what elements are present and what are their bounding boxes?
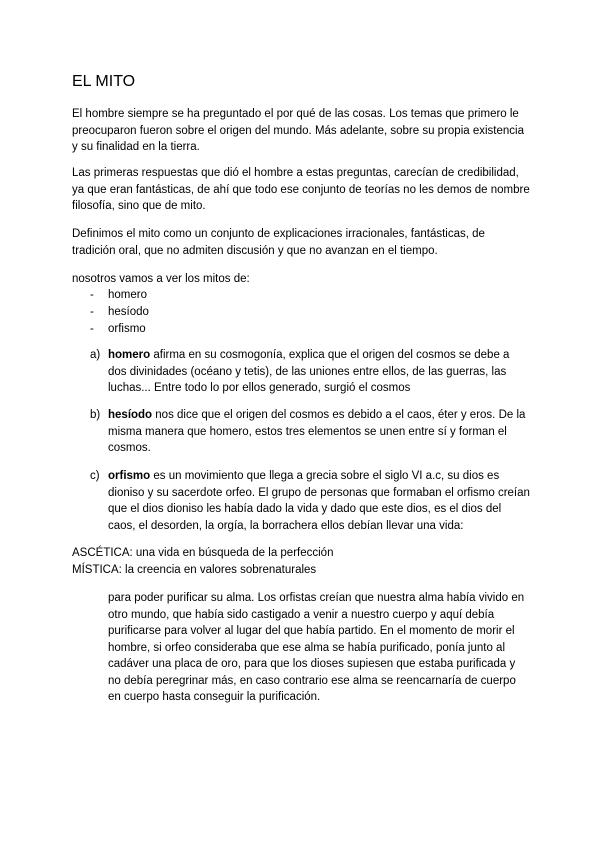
list-item-label: hesíodo [108, 306, 149, 318]
ordered-item-marker: c) [90, 470, 100, 482]
list-item: - homero [90, 289, 147, 301]
definitions-block [72, 545, 333, 578]
list-item-label: homero [108, 289, 147, 301]
paragraph-purification: para poder purificar su alma. Los orfistas creían que nuestra alma había vivido en otro mundo, que había sido castigado a venir a nuestro cuerpo y aquí debía purificarse para volver al lugar del que había partido. En el momento de morir el hombre, si orfeo consideraba que ese alma se había purificado, ponía junto al cadáver una placa de oro, para que los dioses supiesen que estaba purificada y no debía peregrinar más, en caso contrario ese alma se reencarnaría de cuerpo en cuerpo hasta conseguir la purificación. [108, 592, 525, 703]
ordered-item-term: orfismo [108, 470, 151, 482]
ordered-item-text: afirma en su cosmogonía, explica que el origen del cosmos se debe a dos divinidades (océano y tetis), de las uniones entre ellos, de las guerras, las luchas... Entre todo lo por ellos generado, surgió el cosmos [108, 349, 510, 394]
page-title: EL MITO [72, 73, 136, 90]
ordered-item-marker: a) [90, 349, 101, 361]
myths-dash-list [90, 287, 149, 338]
list-item: - hesíodo [90, 306, 149, 318]
ordered-item-text: es un movimiento que llega a grecia sobre el siglo VI a.c, su dios es dioniso y su sacerdote orfeo. El grupo de personas que formaban el orfismo creían que el dios dioniso les había dado la vida y dado que este dios, es el dios del caos, el desorden, la orgía, la borrachera ellos debían llevar una vida: [108, 470, 530, 532]
paragraph-definition: Definimos el mito como un conjunto de explicaciones irracionales, fantásticas, de tradición oral, que no admiten discusión y que no avanzan en el tiempo. [72, 228, 485, 257]
ordered-item-hesiodo [90, 407, 530, 457]
ordered-item-homero [90, 347, 530, 397]
ordered-item-text: nos dice que el origen del cosmos es debido a el caos, éter y eros. De la misma manera que homero, estos tres elementos se unen entre sí y forman el cosmos. [108, 409, 526, 454]
ordered-item-term: hesíodo [108, 409, 153, 421]
list-item-label: orfismo [108, 323, 146, 335]
ordered-item-term: homero [108, 349, 151, 361]
paragraph-intro: El hombre siempre se ha preguntado el por qué de las cosas. Los temas que primero le preocuparon fueron sobre el origen del mundo. Más adelante, sobre su propia existencia y su finalidad en la tierra. [72, 108, 524, 153]
ordered-item-marker: b) [90, 409, 101, 421]
ordered-item-orfismo [90, 468, 530, 534]
paragraph-first-answers: Las primeras respuestas que dió el hombre a estas preguntas, carecían de credibilidad, ya que eran fantásticas, de ahí que todo ese conjunto de teorías no les demos de nombre filosofía, sino que de mito. [72, 167, 530, 212]
definition-mistica: MÍSTICA: la creencia en valores sobrenaturales [72, 563, 317, 576]
list-item: - orfismo [90, 323, 146, 335]
paragraph-list-intro: nosotros vamos a ver los mitos de: [72, 273, 250, 285]
definition-ascetica: ASCÉTICA: una vida en búsqueda de la perfección [72, 547, 334, 559]
